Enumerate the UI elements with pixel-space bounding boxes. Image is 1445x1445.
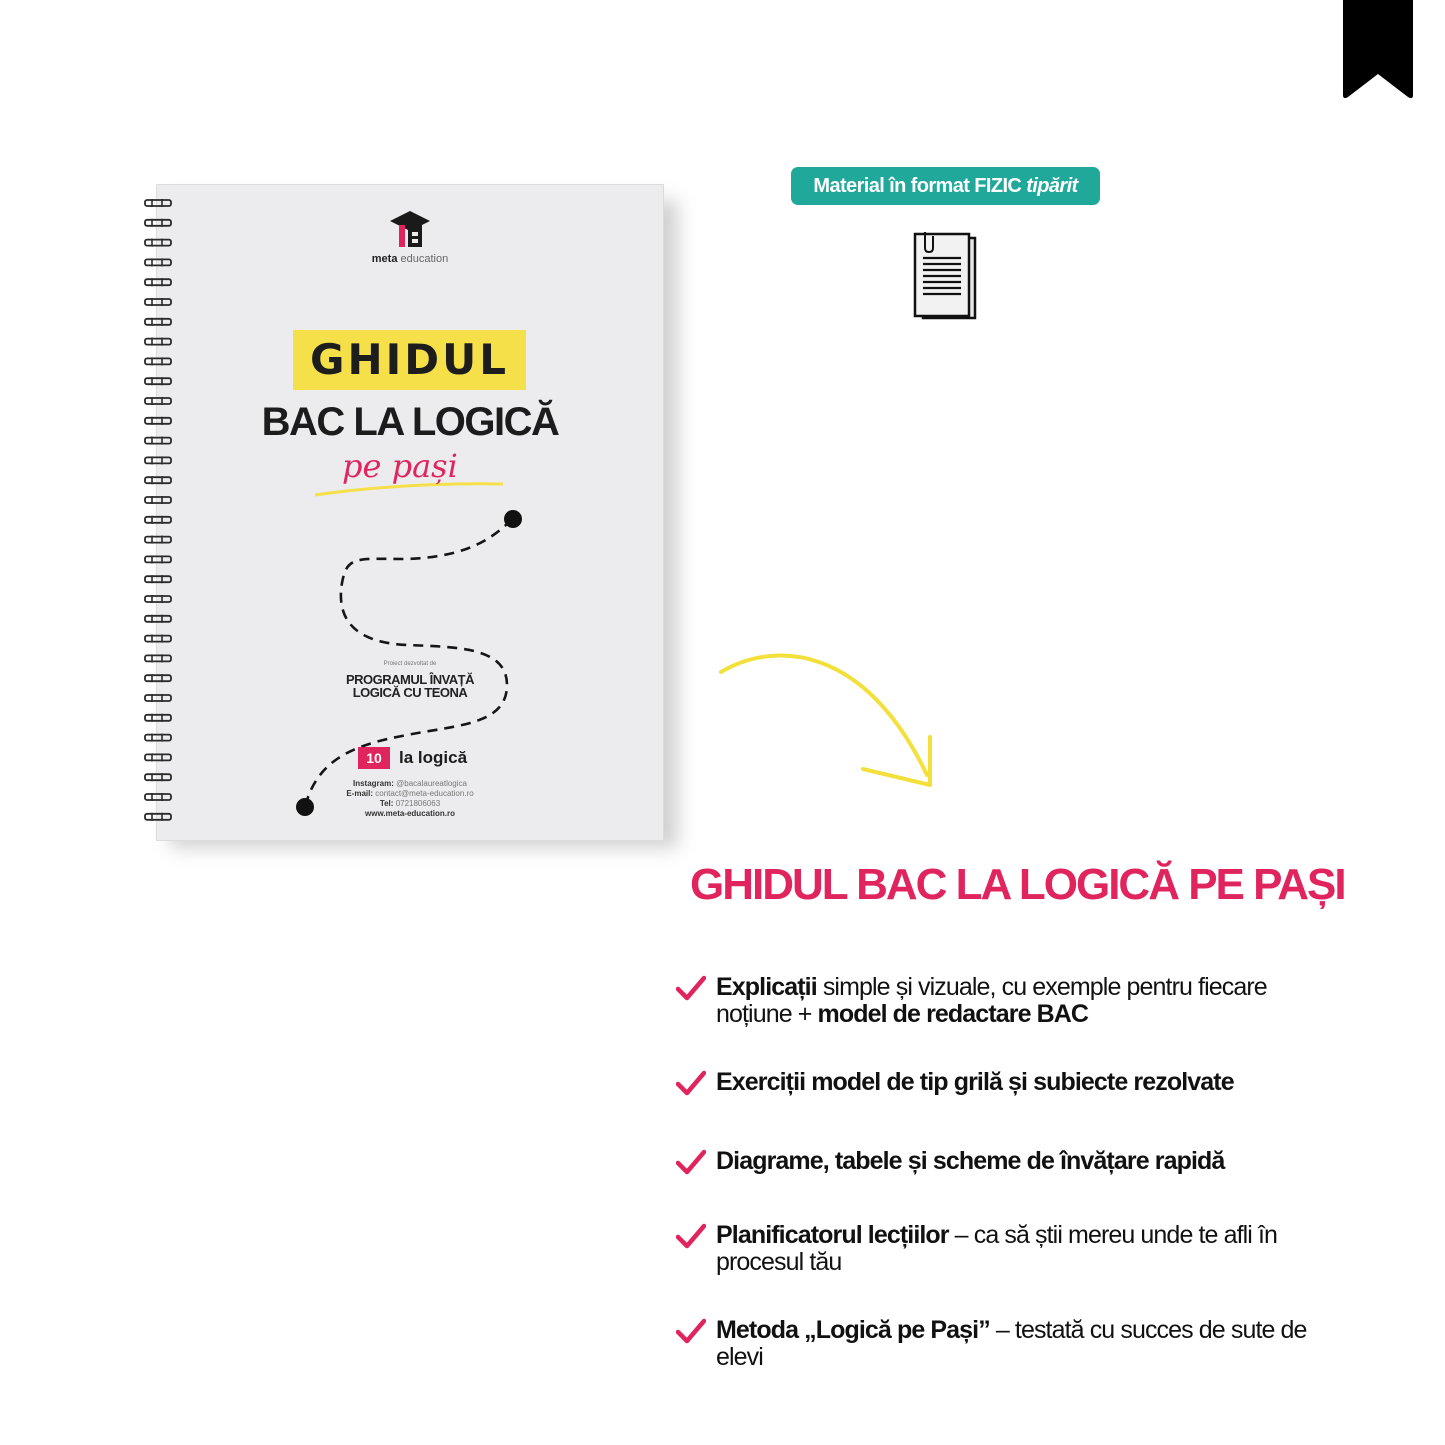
bac-la-logica-title: BAC LA LOGICĂ [261, 400, 559, 444]
document-icon [911, 230, 981, 322]
spiral-ring [145, 199, 171, 207]
spiral-ring [145, 714, 171, 722]
contact-info: Instagram: @bacalaureatlogica E-mail: contact@meta-education.ro Tel: 0721806063 www.meta-education.ro [346, 779, 474, 818]
ghidul-heading: GHIDUL [310, 335, 509, 384]
spiral-ring [145, 278, 171, 286]
format-badge-text: Material în format FIZIC tipărit [813, 175, 1078, 197]
spiral-ring [145, 397, 171, 405]
spiral-ring [145, 417, 171, 425]
spiral-ring [145, 536, 171, 544]
check-icon [676, 1069, 706, 1097]
notebook-cover [157, 185, 663, 840]
feature-item [676, 1317, 1336, 1377]
feature-text: Metoda „Logică pe Pași” – testată cu succes de sute de elevi [716, 1316, 1307, 1371]
logo-text: meta education [371, 253, 449, 265]
spiral-ring [145, 773, 171, 781]
spiral-ring [145, 377, 171, 385]
spiral-ring [145, 516, 171, 524]
feature-item [676, 1069, 1336, 1099]
feature-text: Diagrame, tabele și scheme de învățare rapidă [716, 1147, 1225, 1175]
spiral-ring [145, 813, 171, 821]
bookmark-icon[interactable] [1341, 0, 1415, 102]
spiral-ring [145, 357, 171, 365]
project-credit: Proiect dezvoltat de [383, 661, 437, 667]
la-logica-label: la logică [399, 748, 468, 767]
spiral-ring [145, 496, 171, 504]
spiral-ring [145, 555, 171, 563]
check-icon [676, 1317, 706, 1345]
feature-item [676, 1222, 1336, 1282]
spiral-ring [145, 595, 171, 603]
spiral-ring [145, 635, 171, 643]
spiral-ring [145, 298, 171, 306]
spiral-ring [145, 674, 171, 682]
feature-item [676, 1148, 1336, 1178]
program-name: PROGRAMUL ÎNVAȚĂ LOGICĂ CU TEONA [345, 672, 475, 700]
spiral-ring [145, 258, 171, 266]
spiral-ring [145, 437, 171, 445]
feature-text: Explicații simple și vizuale, cu exemple pentru fiecare noțiune + model de redactare BAC [716, 973, 1267, 1028]
spiral-ring [145, 456, 171, 464]
feature-item [676, 974, 1336, 1034]
spiral-ring [145, 219, 171, 227]
ten-badge: 10 [358, 747, 390, 769]
dashed-path-decoration [157, 185, 663, 840]
spiral-ring [145, 318, 171, 326]
meta-logo-icon [386, 207, 434, 251]
spiral-ring [145, 575, 171, 583]
spiral-ring [145, 753, 171, 761]
spiral-ring [145, 793, 171, 801]
spiral-binding [142, 195, 174, 835]
check-icon [676, 1222, 706, 1250]
spiral-ring [145, 654, 171, 662]
spiral-ring [145, 734, 171, 742]
spiral-ring [145, 615, 171, 623]
pe-pasi-script: pe pași [342, 447, 458, 485]
feature-text: Exerciții model de tip grilă și subiecte rezolvate [716, 1068, 1234, 1096]
spiral-ring [145, 338, 171, 346]
check-icon [676, 1148, 706, 1176]
check-icon [676, 974, 706, 1002]
feature-text: Planificatorul lecțiilor – ca să știi mereu unde te afli în procesul tău [716, 1221, 1278, 1276]
meta-education-logo [157, 207, 663, 265]
spiral-ring [145, 239, 171, 247]
main-title: GHIDUL BAC LA LOGICĂ PE PAȘI [690, 860, 1345, 909]
spiral-ring [145, 476, 171, 484]
spiral-ring [145, 694, 171, 702]
curved-arrow-icon [715, 645, 945, 795]
